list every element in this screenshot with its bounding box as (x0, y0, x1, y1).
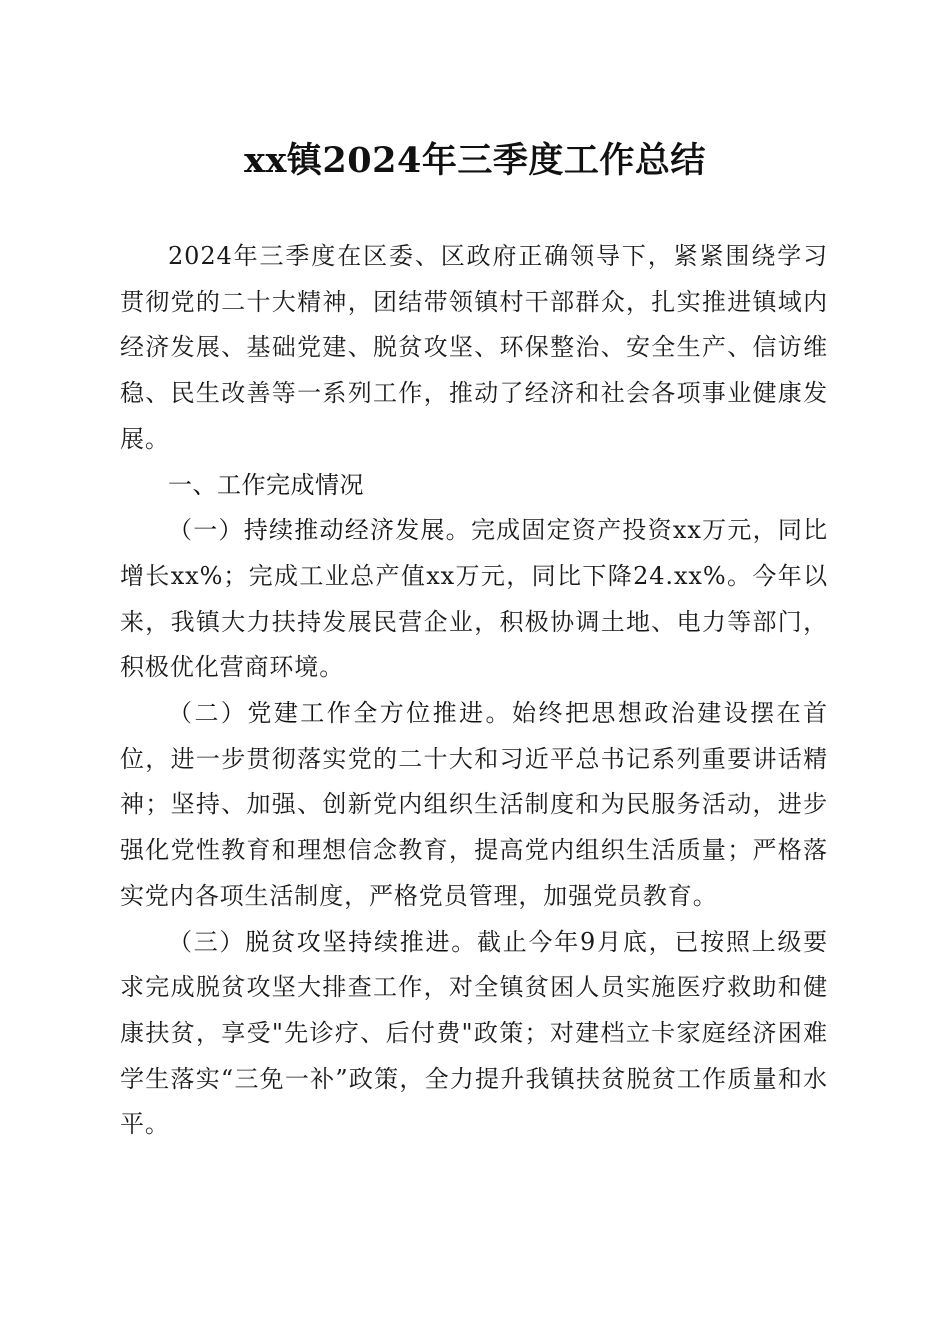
item-paragraph-economy (120, 508, 828, 691)
item-text: 完成固定资产投资xx万元，同比增长xx%；完成工业总产值xx万元，同比下降24.xx%。今年以来，我镇大力扶持发展民营企业，积极协调土地、电力等部门，积极优化营商环境。 (120, 516, 828, 682)
item-paragraph-poverty-alleviation (120, 920, 828, 1149)
item-lead: （二）党建工作全方位推进。 (168, 699, 513, 728)
section-heading: 一、工作完成情况 (168, 470, 364, 499)
document-title: xx镇2024年三季度工作总结 (244, 140, 706, 181)
document-body (120, 234, 828, 1148)
item-paragraph-party-building (120, 691, 828, 920)
item-text: 始终把思想政治建设摆在首位，进一步贯彻落实党的二十大和习近平总书记系列重要讲话精神；坚持、加强、创新党内组织生活制度和为民服务活动，进步强化党性教育和理想信念教育，提高党内组织生活质量；严格落实党内各项生活制度，严格党员管理，加强党员教育。 (120, 699, 828, 910)
item-lead: （三）脱贫攻坚持续推进。 (168, 927, 478, 956)
item-text: 截止今年9月底，已按照上级要求完成脱贫攻坚大排查工作，对全镇贫困人员实施医疗救助和健康扶贫，享受"先诊疗、后付费"政策；对建档立卡家庭经济困难学生落实“三免一补”政策，全力提升我镇扶贫脱贫工作质量和水平。 (120, 927, 828, 1139)
intro-paragraph: 2024年三季度在区委、区政府正确领导下，紧紧围绕学习贯彻党的二十大精神，团结带领镇村干部群众，扎实推进镇域内经济发展、基础党建、脱贫攻坚、环保整治、安全生产、信访维稳、民生改善等一系列工作，推动了经济和社会各项事业健康发展。 (120, 242, 828, 453)
item-lead: （一）持续推动经济发展。 (168, 516, 471, 545)
